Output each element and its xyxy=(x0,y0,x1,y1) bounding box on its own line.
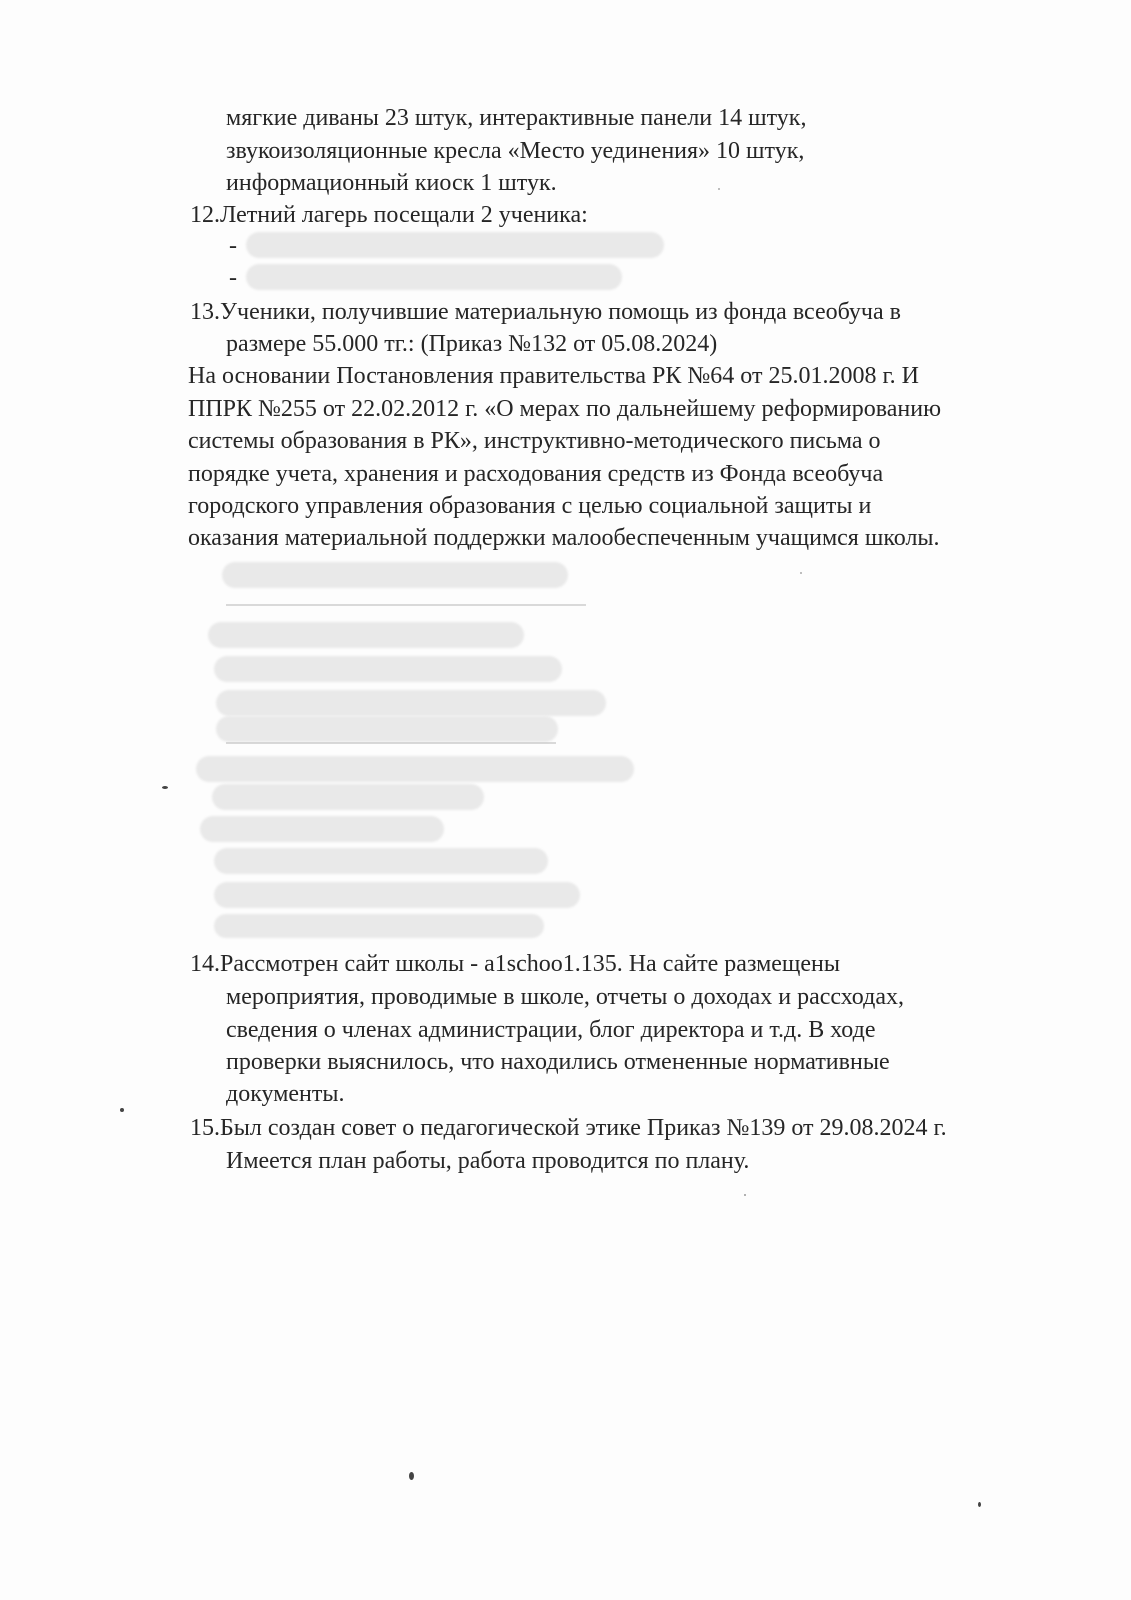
item14-line-2: мероприятия, проводимые в школе, отчеты о доходах и рассходах, xyxy=(226,984,904,1010)
item15-line-2: Имеется план работы, работа проводится по плану. xyxy=(226,1148,750,1174)
item14-line-4: проверки выяснилось, что находились отмененные нормативные xyxy=(226,1049,890,1075)
item14-line-5: документы. xyxy=(226,1081,345,1107)
scan-speck xyxy=(120,1108,124,1112)
item13-line-2: размере 55.000 тг.: (Приказ №132 от 05.08.2024) xyxy=(226,331,718,357)
list-dash: - xyxy=(229,265,237,291)
redacted-name xyxy=(208,622,524,648)
list-dash: - xyxy=(229,233,237,259)
scan-speck xyxy=(800,572,802,574)
basis-line-2: ППРК №255 от 22.02.2012 г. «О мерах по дальнейшему реформированию xyxy=(188,396,941,422)
redacted-name xyxy=(246,232,664,258)
redacted-name xyxy=(246,264,622,290)
scan-speck xyxy=(409,1472,414,1480)
redacted-name xyxy=(212,784,484,810)
basis-line-5: городского управления образования с целью социальной защиты и xyxy=(188,493,872,519)
item12-heading: 12.Летний лагерь посещали 2 ученика: xyxy=(190,202,588,228)
redacted-name xyxy=(214,882,580,908)
scan-speck xyxy=(744,1194,746,1196)
item11-line-2: звукоизоляционные кресла «Место уединения» 10 штук, xyxy=(226,138,805,164)
scan-speck xyxy=(978,1502,981,1507)
item14-line-1: 14.Рассмотрен сайт школы - a1schoo1.135. На сайте размещены xyxy=(190,951,841,977)
redacted-name xyxy=(196,756,634,782)
redacted-name xyxy=(200,816,444,842)
redacted-name xyxy=(222,562,568,588)
redacted-name xyxy=(216,716,558,742)
scan-speck xyxy=(162,786,168,789)
item13-line-1: 13.Ученики, получившие материальную помощь из фонда всеобуча в xyxy=(190,299,901,325)
scan-speck xyxy=(718,188,720,190)
redacted-name xyxy=(214,914,544,938)
redacted-name xyxy=(214,848,548,874)
item11-line-3: информационный киоск 1 штук. xyxy=(226,170,557,196)
redaction-residue xyxy=(226,742,556,744)
basis-line-3: системы образования в РК», инструктивно-методического письма о xyxy=(188,428,881,454)
item15-line-1: 15.Был создан совет о педагогической этике Приказ №139 от 29.08.2024 г. xyxy=(190,1115,947,1141)
redacted-name xyxy=(216,690,606,716)
item11-line-1: мягкие диваны 23 штук, интерактивные панели 14 штук, xyxy=(226,105,807,131)
item14-line-3: сведения о членах администрации, блог директора и т.д. В ходе xyxy=(226,1017,876,1043)
basis-line-6: оказания материальной поддержки малообеспеченным учащимся школы. xyxy=(188,525,940,551)
basis-line-1: На основании Постановления правительства РК №64 от 25.01.2008 г. И xyxy=(188,363,919,389)
basis-line-4: порядке учета, хранения и расходования средств из Фонда всеобуча xyxy=(188,461,884,487)
redacted-name xyxy=(214,656,562,682)
redaction-residue xyxy=(226,604,586,606)
